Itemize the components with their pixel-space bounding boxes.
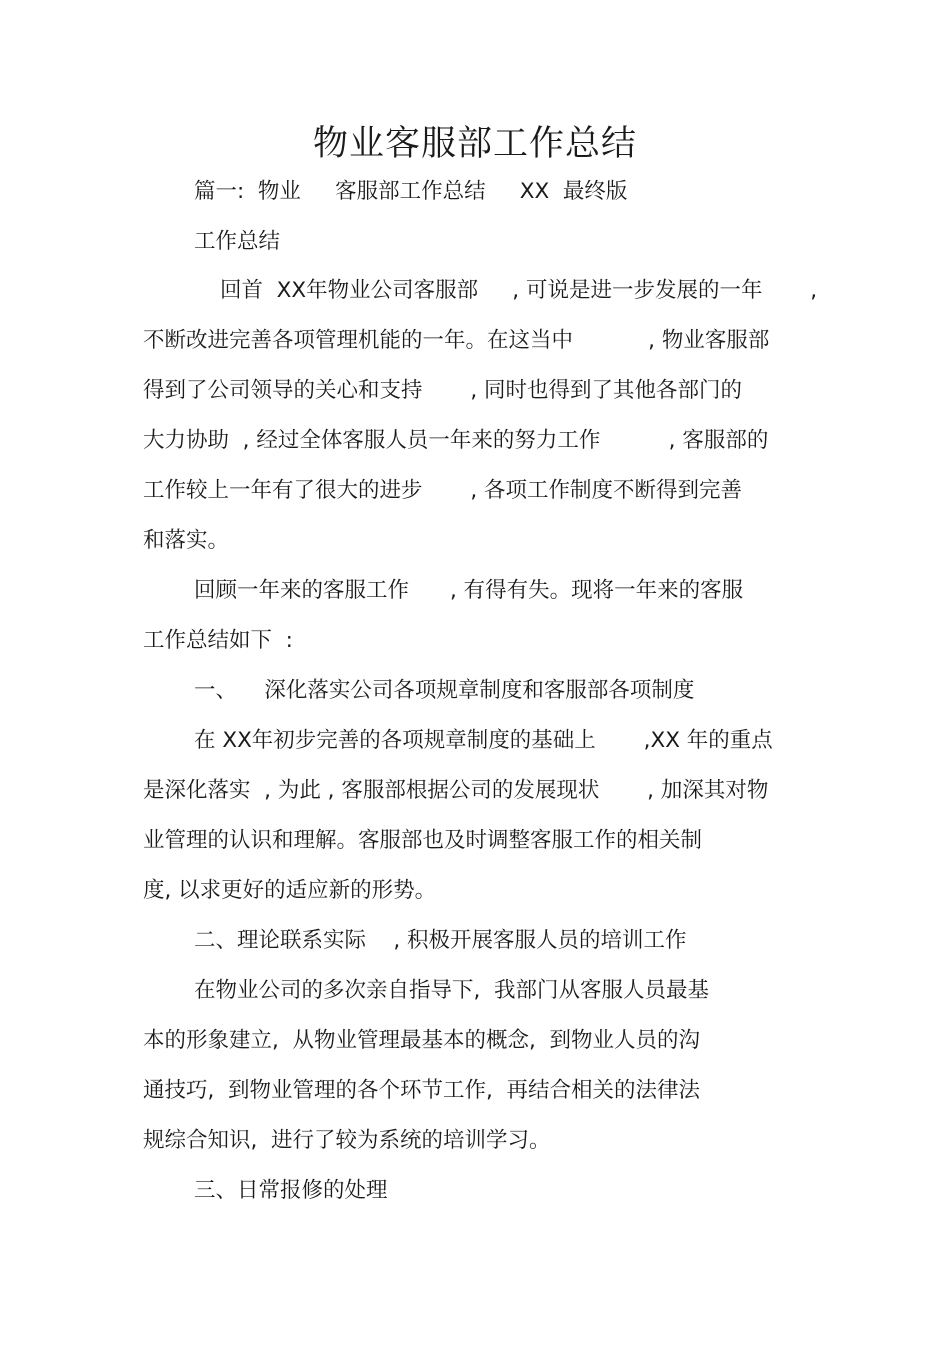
paragraph-line: 是深化落实 , 为此 , 客服部根据公司的发展现状 , 加深其对物	[143, 778, 769, 803]
paragraph-line: 不断改进完善各项管理机能的一年。在这当中 , 物业客服部	[143, 328, 770, 353]
document-title: 物业客服部工作总结	[312, 124, 637, 164]
paragraph-line: 回首 XX年物业公司客服部 , 可说是进一步发展的一年 ,	[220, 278, 818, 303]
paragraph-line: 度, 以求更好的适应新的形势。	[143, 878, 437, 903]
paragraph-line: 和落实。	[143, 528, 230, 553]
paragraph-line: 在物业公司的多次亲自指导下, 我部门从客服人员最基	[194, 978, 710, 1003]
section-heading: 一、 深化落实公司各项规章制度和客服部各项制度	[194, 678, 695, 703]
subtitle-line: 篇一: 物业 客服部工作总结 XX 最终版	[194, 179, 628, 204]
paragraph-line: 得到了公司领导的关心和支持 , 同时也得到了其他各部门的	[143, 378, 743, 403]
paragraph-line: 工作总结如下 :	[143, 628, 293, 653]
paragraph-line: 回顾一年来的客服工作 , 有得有失。现将一年来的客服	[194, 578, 744, 603]
paragraph-line: 大力协助 , 经过全体客服人员一年来的努力工作 , 客服部的	[143, 428, 769, 453]
paragraph-line: 规综合知识, 进行了较为系统的培训学习。	[143, 1128, 551, 1153]
paragraph-line: 业管理的认识和理解。客服部也及时调整客服工作的相关制	[143, 828, 703, 853]
paragraph-line: 工作较上一年有了很大的进步 , 各项工作制度不断得到完善	[143, 478, 743, 503]
paragraph-line: 在 XX年初步完善的各项规章制度的基础上 ,XX 年的重点	[194, 728, 773, 753]
section-heading: 二、理论联系实际 , 积极开展客服人员的培训工作	[194, 928, 687, 953]
section-heading: 三、日常报修的处理	[194, 1178, 388, 1203]
section-heading: 工作总结	[194, 229, 281, 254]
paragraph-line: 通技巧, 到物业管理的各个环节工作, 再结合相关的法律法	[143, 1078, 701, 1103]
paragraph-line: 本的形象建立, 从物业管理最基本的概念, 到物业人员的沟	[143, 1028, 701, 1053]
